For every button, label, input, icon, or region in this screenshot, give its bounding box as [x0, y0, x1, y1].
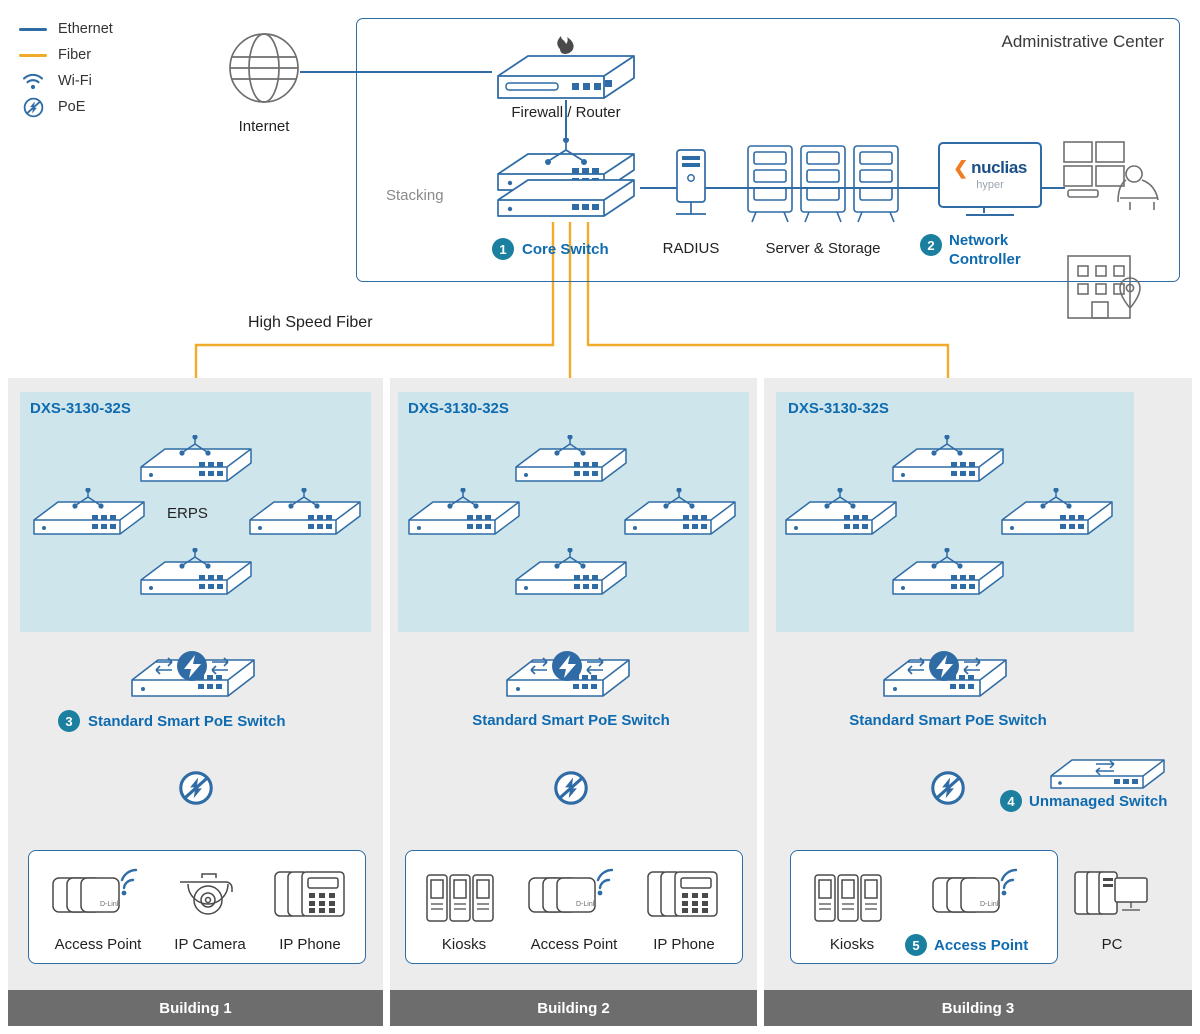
firewall-router-icon	[488, 36, 644, 102]
workstation-user-icon	[1062, 140, 1166, 212]
building-1-erps-label: ERPS	[167, 505, 208, 522]
unmanaged-switch-caption	[1000, 790, 1167, 812]
b2-left-switch-icon	[403, 488, 525, 540]
unmanaged-switch-badge: 4	[1000, 790, 1022, 812]
pc-icon	[1072, 866, 1152, 924]
b1-poe-switch-icon	[126, 644, 266, 702]
svg-text:D-Link: D-Link	[576, 901, 597, 908]
legend-label: Wi-Fi	[58, 73, 92, 89]
b1-left-switch-icon	[28, 488, 150, 540]
b1-poe-switch-caption	[58, 710, 286, 732]
b3-access-point-badge: 5	[905, 934, 927, 956]
building-1-model-label: DXS-3130-32S	[30, 400, 131, 417]
legend	[18, 18, 198, 122]
b3-poe-marker-icon	[930, 770, 966, 806]
internet-label: Internet	[238, 118, 290, 135]
b1-poe-marker-icon	[178, 770, 214, 806]
legend-item-wifi	[18, 70, 198, 92]
core-switch-caption	[492, 238, 609, 260]
b2-bottom-switch-icon	[510, 548, 632, 600]
svg-text:D-Link: D-Link	[980, 901, 1001, 908]
legend-item-ethernet	[18, 18, 198, 40]
legend-item-fiber	[18, 44, 198, 66]
b1-agg-switch-icon	[135, 435, 257, 487]
ip-phone-icon	[272, 866, 350, 922]
b2-poe-switch-icon	[501, 644, 641, 702]
b3-endpoint-label-0: Kiosks	[829, 936, 875, 953]
ethernet-line-icon	[18, 28, 48, 31]
b2-endpoint-label-2: IP Phone	[653, 936, 715, 953]
b3-endpoint-label-1: Access Point	[934, 936, 1029, 954]
kiosk-icon	[812, 872, 892, 924]
b2-endpoint-label-1: Access Point	[530, 936, 618, 953]
b3-pc-label: PC	[1101, 936, 1123, 953]
b3-bottom-switch-icon	[887, 548, 1009, 600]
b1-poe-switch-label: Standard Smart PoE Switch	[88, 712, 286, 730]
internet-icon	[226, 28, 302, 108]
administrative-center-title: Administrative Center	[1001, 32, 1164, 51]
legend-label: PoE	[58, 99, 86, 115]
b3-left-switch-icon	[780, 488, 902, 540]
b3-endpoint-1-caption	[905, 934, 1028, 956]
legend-label: Ethernet	[58, 21, 113, 37]
b2-endpoint-label-0: Kiosks	[441, 936, 487, 953]
legend-label: Fiber	[58, 47, 92, 63]
firewall-router-label: Firewall / Router	[511, 104, 621, 121]
b3-agg-switch-icon	[887, 435, 1009, 487]
stacking-label: Stacking	[386, 187, 444, 204]
b2-right-switch-icon	[619, 488, 741, 540]
access-point-icon	[930, 866, 1026, 920]
building-2-model-label: DXS-3130-32S	[408, 400, 509, 417]
b3-poe-switch-icon	[878, 644, 1018, 702]
radius-label: RADIUS	[662, 240, 720, 257]
core-switch-icon	[488, 138, 644, 230]
b3-poe-switch-label: Standard Smart PoE Switch	[849, 712, 1047, 729]
b1-endpoint-label-2: IP Phone	[279, 936, 341, 953]
wifi-icon	[18, 73, 48, 90]
building-location-icon	[1064, 252, 1156, 324]
server-storage-icon	[744, 142, 902, 230]
b2-agg-switch-icon	[510, 435, 632, 487]
core-switch-badge: 1	[492, 238, 514, 260]
svg-text:D-Link: D-Link	[100, 901, 121, 908]
ip-phone-icon	[645, 866, 723, 922]
unmanaged-switch-label: Unmanaged Switch	[1029, 792, 1168, 810]
building-3-footer: Building 3	[764, 990, 1192, 1026]
b2-poe-switch-label: Standard Smart PoE Switch	[472, 712, 670, 729]
unmanaged-switch-icon	[1046, 752, 1170, 794]
nuclias-logo: ❮ nuclias hyper	[953, 158, 1027, 191]
network-controller-badge: 2	[920, 234, 942, 256]
kiosk-icon	[424, 872, 504, 924]
fiber-line-icon	[18, 54, 48, 57]
building-2-footer: Building 2	[390, 990, 757, 1026]
access-point-icon	[50, 866, 146, 920]
b1-endpoint-label-1: IP Camera	[174, 936, 246, 953]
b3-right-switch-icon	[996, 488, 1118, 540]
radius-server-icon	[668, 148, 714, 226]
poe-icon	[18, 97, 48, 118]
b1-poe-badge: 3	[58, 710, 80, 732]
building-3-model-label: DXS-3130-32S	[788, 400, 889, 417]
core-switch-label: Core Switch	[522, 240, 609, 258]
b1-right-switch-icon	[244, 488, 366, 540]
ip-camera-icon	[172, 872, 248, 924]
building-1-footer: Building 1	[8, 990, 383, 1026]
network-controller-caption	[920, 232, 1066, 270]
server-storage-label: Server & Storage	[765, 240, 881, 257]
b1-bottom-switch-icon	[135, 548, 257, 600]
network-controller-label: Network Controller	[949, 232, 1021, 268]
b2-poe-marker-icon	[553, 770, 589, 806]
access-point-icon	[526, 866, 622, 920]
legend-item-poe	[18, 96, 198, 118]
high-speed-fiber-label: High Speed Fiber	[248, 314, 373, 331]
b1-endpoint-label-0: Access Point	[54, 936, 142, 953]
